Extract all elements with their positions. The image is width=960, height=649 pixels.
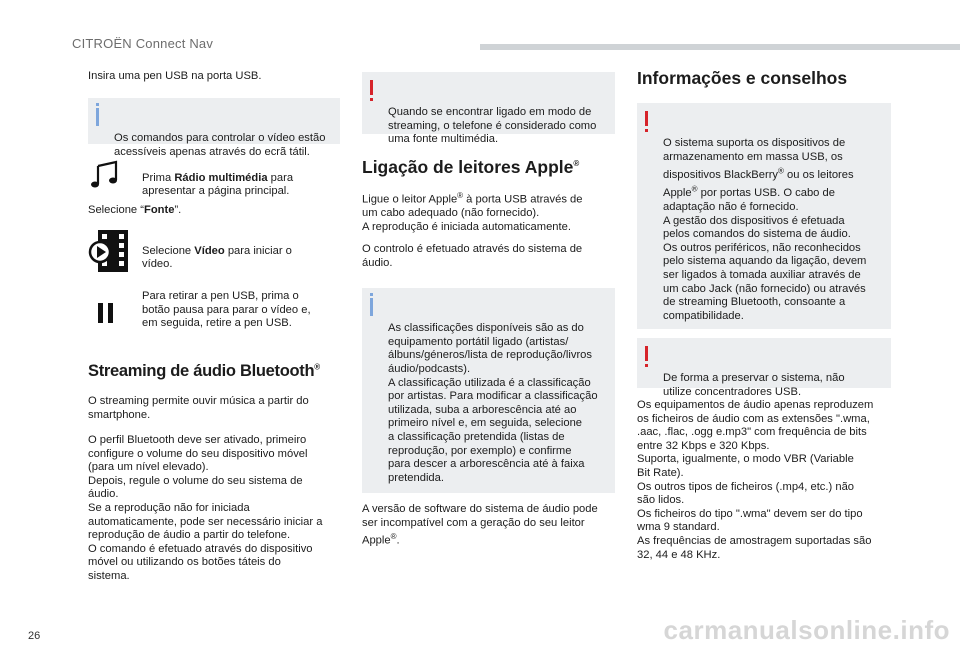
warning-icon (645, 346, 648, 361)
intro-text: Insira uma pen USB na porta USB. (88, 70, 262, 82)
music-note-icon (88, 160, 122, 190)
info-note-video: Os comandos para controlar o vídeo estão acessíveis apenas através do ecrã tátil. (88, 98, 340, 144)
page-number: 26 (28, 630, 41, 642)
warning-icon (645, 111, 648, 126)
brand-title: CITROËN Connect Nav (72, 36, 214, 51)
warning-note-streaming: Quando se encontrar ligado em modo de streaming, o telefone é considerado como uma fonte multimédia. (362, 72, 615, 134)
select-source-text: Selecione “Fonte”. (88, 204, 182, 216)
watermark: carmanualsonline.info (663, 615, 950, 645)
warning-note-usb-hubs: De forma a preservar o sistema, não utilize concentradores USB. (637, 338, 891, 388)
bluetooth-para-1: O streaming permite ouvir música a partir do smartphone. (88, 395, 309, 421)
step-video: Selecione Vídeo para iniciar o vídeo. (88, 228, 348, 276)
info-icon (370, 298, 373, 316)
apple-para-1: Ligue o leitor Apple® à porta USB através de um cabo adequado (não fornecido). A reprodução é iniciada automaticamente. (362, 191, 583, 233)
pause-icon (96, 302, 116, 324)
heading-bluetooth-streaming: Streaming de áudio Bluetooth® (88, 362, 320, 380)
bluetooth-para-2: O perfil Bluetooth deve ser ativado, primeiro configure o volume do seu dispositivo móvel (para um nível elevado). Depois, regule o volume do seu sistema de áudio. Se a reprodução não for iniciada automaticamente, pode ser necessário iniciar a reprodução de áudio a partir do telefone. O comando é efetuado através do dispositivo móvel ou utilizando os botões táteis do sistema. (88, 434, 323, 582)
warning-icon (370, 80, 373, 95)
heading-information-tips: Informações e conselhos (637, 68, 848, 88)
info-icon (96, 108, 99, 126)
step-pause: Para retirar a pen USB, prima o botão pausa para parar o vídeo e, em seguida, retire a pen USB. (88, 290, 348, 336)
audio-formats-para: Os equipamentos de áudio apenas reproduzem os ficheiros de áudio com as extensões ".wma, .aac, .flac, .ogg e.mp3" com frequência de bits entre 32 Kbps e 320 Kbps. Suporta, igualmente, o modo VBR (Variable Bit Rate). Os outros tipos de ficheiros (.mp4, etc.) não são lidos. Os ficheiros do tipo ".wma" devem ser do tipo wma 9 standard. As frequências de amostragem suportadas são 32, 44 e 48 KHz. (637, 399, 874, 561)
step-music: Prima Rádio multimédia para apresentar a página principal. (88, 158, 348, 188)
warning-note-usb-devices: O sistema suporta os dispositivos de armazenamento em massa USB, os dispositivos BlackBerry® ou os leitores Apple® por portas USB. O cabo de adaptação não é fornecido. A gestão dos dispositivos é efetuada pelos comandos do sistema de áudio. Os outros periféricos, não reconhecidos pelo sistema aquando da ligação, devem ser ligados à tomada auxiliar através de um cabo Jack (não fornecido) ou através de streaming Bluetooth, consoante a compatibilidade. (637, 103, 891, 329)
video-film-icon (88, 228, 130, 274)
apple-para-3: A versão de software do sistema de áudio pode ser incompatível com a geração do seu leitor Apple®. (362, 503, 598, 547)
heading-apple-players: Ligação de leitores Apple® (362, 157, 580, 177)
header-bar (480, 44, 960, 50)
info-note-classifications: As classificações disponíveis são as do equipamento portátil ligado (artistas/ álbuns/géneros/lista de reprodução/livros áudio/podcasts). A classificação utilizada é a classificação por artistas. Para modificar a classificação utilizada, suba a arborescência até ao primeiro nível e, em seguida, selecione a classificação pretendida (listas de reprodução, por exemplo) e confirme para descer a arborescência até à faixa pretendida. (362, 288, 615, 493)
apple-para-2: O controlo é efetuado através do sistema de áudio. (362, 243, 583, 269)
